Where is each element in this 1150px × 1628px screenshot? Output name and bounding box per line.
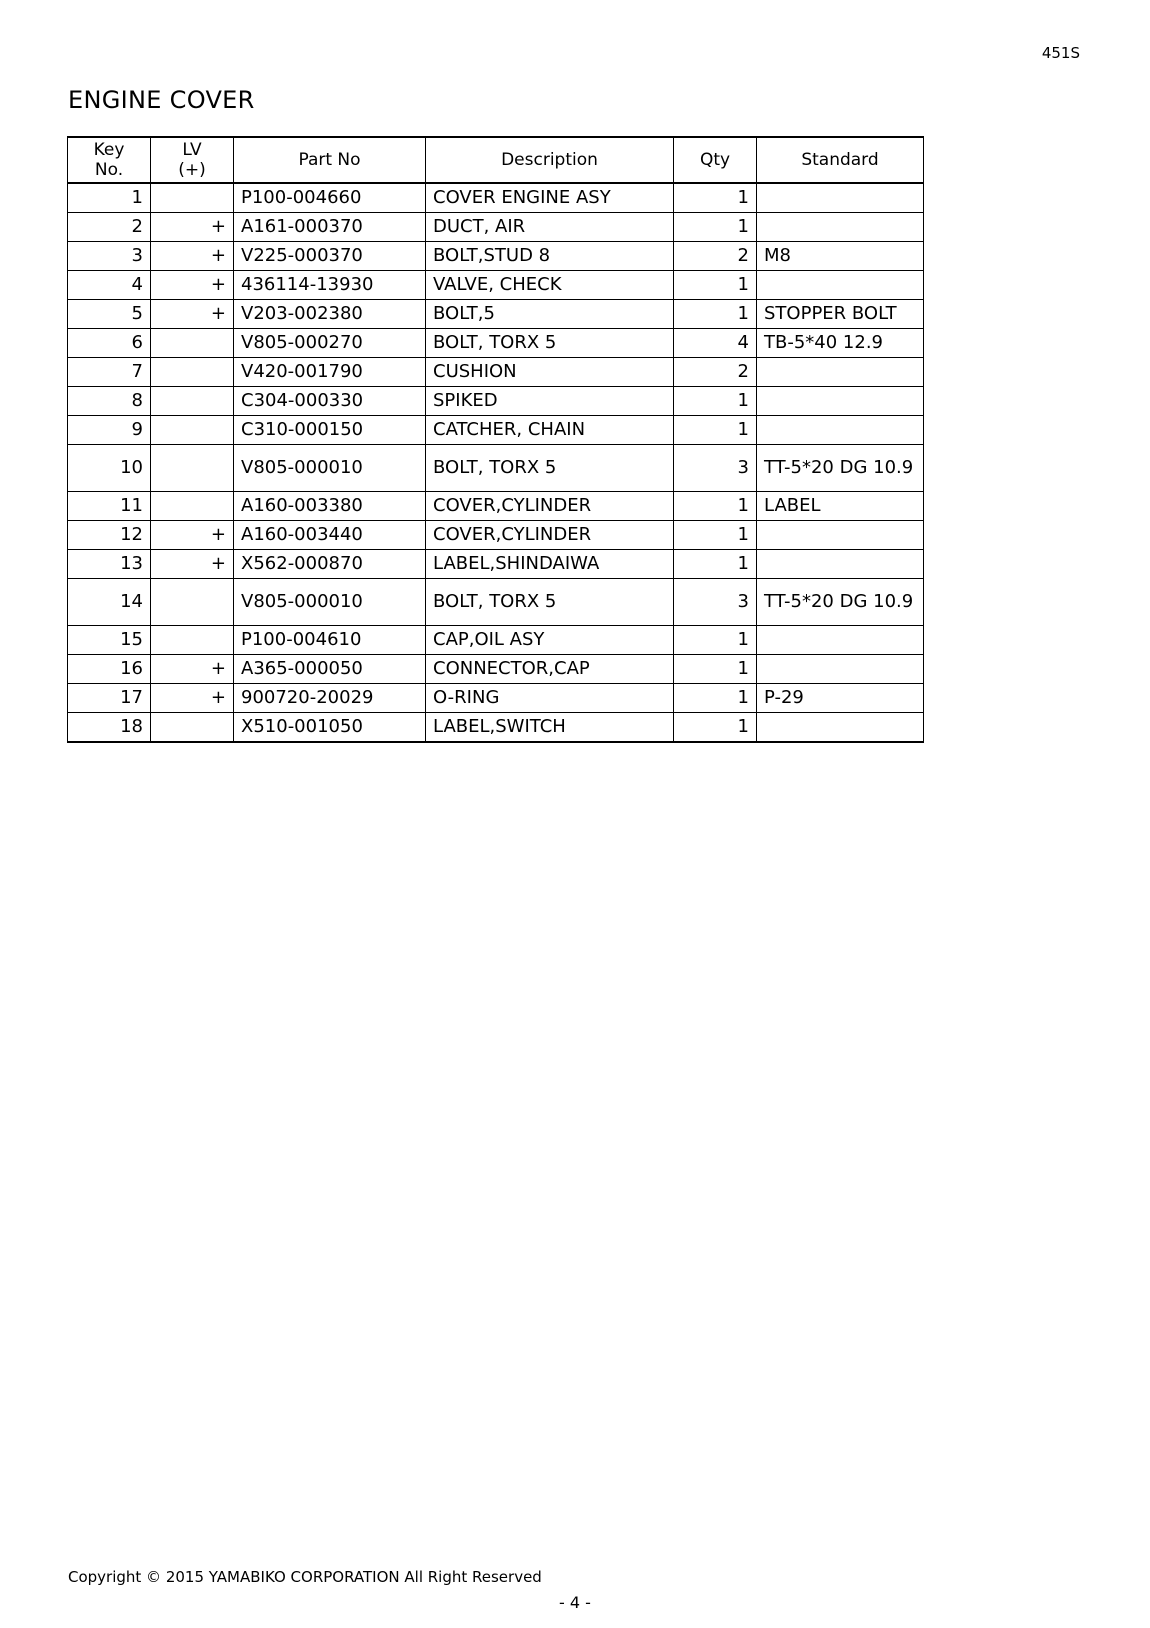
header-key-no [68, 137, 151, 183]
table-row [68, 684, 924, 713]
cell-description: CAP,OIL ASY [426, 626, 674, 655]
header-lv [151, 137, 234, 183]
cell-lv [151, 358, 234, 387]
cell-description: VALVE, CHECK [426, 271, 674, 300]
cell-qty: 1 [674, 183, 757, 213]
cell-lv: + [151, 300, 234, 329]
cell-part-no: P100-004660 [234, 183, 426, 213]
cell-qty: 1 [674, 271, 757, 300]
cell-lv: + [151, 242, 234, 271]
cell-key-no: 1 [68, 183, 151, 213]
cell-key-no: 11 [68, 492, 151, 521]
cell-part-no: V805-000010 [234, 445, 426, 492]
cell-description: LABEL,SHINDAIWA [426, 550, 674, 579]
cell-description: CONNECTOR,CAP [426, 655, 674, 684]
cell-part-no: X510-001050 [234, 713, 426, 743]
header-standard: Standard [757, 137, 924, 183]
cell-key-no: 9 [68, 416, 151, 445]
cell-key-no: 10 [68, 445, 151, 492]
cell-lv: + [151, 684, 234, 713]
table-row [68, 329, 924, 358]
cell-standard: TT-5*20 DG 10.9 [757, 445, 924, 492]
cell-standard: STOPPER BOLT [757, 300, 924, 329]
cell-description: BOLT, TORX 5 [426, 579, 674, 626]
model-code: 451S [1041, 44, 1080, 62]
cell-part-no: V225-000370 [234, 242, 426, 271]
header-part-no: Part No [234, 137, 426, 183]
table-row [68, 183, 924, 213]
cell-part-no: 900720-20029 [234, 684, 426, 713]
cell-part-no: V420-001790 [234, 358, 426, 387]
table-row [68, 550, 924, 579]
cell-qty: 1 [674, 387, 757, 416]
table-row [68, 579, 924, 626]
cell-qty: 2 [674, 242, 757, 271]
table-row [68, 213, 924, 242]
cell-lv [151, 626, 234, 655]
cell-description: BOLT, TORX 5 [426, 329, 674, 358]
cell-lv: + [151, 521, 234, 550]
cell-qty: 1 [674, 521, 757, 550]
cell-part-no: A160-003380 [234, 492, 426, 521]
cell-lv: + [151, 550, 234, 579]
cell-key-no: 16 [68, 655, 151, 684]
cell-part-no: A161-000370 [234, 213, 426, 242]
cell-part-no: X562-000870 [234, 550, 426, 579]
cell-standard [757, 213, 924, 242]
cell-description: LABEL,SWITCH [426, 713, 674, 743]
table-row [68, 300, 924, 329]
parts-table [67, 136, 924, 743]
cell-standard [757, 183, 924, 213]
cell-key-no: 14 [68, 579, 151, 626]
table-row [68, 358, 924, 387]
parts-table-header [68, 137, 924, 183]
table-row [68, 521, 924, 550]
cell-part-no: 436114-13930 [234, 271, 426, 300]
table-row [68, 713, 924, 743]
cell-key-no: 6 [68, 329, 151, 358]
cell-qty: 3 [674, 579, 757, 626]
cell-standard [757, 655, 924, 684]
cell-lv [151, 445, 234, 492]
cell-part-no: V805-000010 [234, 579, 426, 626]
cell-description: DUCT, AIR [426, 213, 674, 242]
cell-part-no: C310-000150 [234, 416, 426, 445]
cell-qty: 1 [674, 684, 757, 713]
header-lv-line2: (+) [178, 160, 206, 180]
cell-standard [757, 550, 924, 579]
header-key-line2: No. [94, 160, 124, 180]
cell-description: BOLT,5 [426, 300, 674, 329]
header-qty: Qty [674, 137, 757, 183]
cell-key-no: 2 [68, 213, 151, 242]
table-row [68, 387, 924, 416]
cell-key-no: 15 [68, 626, 151, 655]
table-row [68, 242, 924, 271]
cell-qty: 1 [674, 550, 757, 579]
header-key-line1: Key [93, 140, 125, 160]
table-row [68, 655, 924, 684]
cell-part-no: A160-003440 [234, 521, 426, 550]
cell-qty: 1 [674, 626, 757, 655]
cell-qty: 1 [674, 300, 757, 329]
cell-lv [151, 183, 234, 213]
header-description: Description [426, 137, 674, 183]
cell-key-no: 8 [68, 387, 151, 416]
cell-description: COVER,CYLINDER [426, 521, 674, 550]
cell-standard: P-29 [757, 684, 924, 713]
cell-key-no: 3 [68, 242, 151, 271]
cell-standard [757, 387, 924, 416]
cell-description: COVER,CYLINDER [426, 492, 674, 521]
table-row [68, 445, 924, 492]
cell-standard: TT-5*20 DG 10.9 [757, 579, 924, 626]
table-row [68, 626, 924, 655]
cell-part-no: A365-000050 [234, 655, 426, 684]
cell-part-no: C304-000330 [234, 387, 426, 416]
cell-standard: LABEL [757, 492, 924, 521]
cell-key-no: 7 [68, 358, 151, 387]
cell-standard [757, 626, 924, 655]
cell-standard: TB-5*40 12.9 [757, 329, 924, 358]
cell-part-no: V203-002380 [234, 300, 426, 329]
cell-lv: + [151, 213, 234, 242]
cell-description: BOLT,STUD 8 [426, 242, 674, 271]
cell-qty: 1 [674, 713, 757, 743]
cell-description: CUSHION [426, 358, 674, 387]
cell-lv [151, 387, 234, 416]
cell-standard [757, 271, 924, 300]
parts-table-body [68, 183, 924, 742]
cell-key-no: 18 [68, 713, 151, 743]
cell-description: O-RING [426, 684, 674, 713]
cell-description: SPIKED [426, 387, 674, 416]
cell-qty: 4 [674, 329, 757, 358]
table-row [68, 416, 924, 445]
cell-qty: 1 [674, 416, 757, 445]
cell-lv [151, 579, 234, 626]
cell-qty: 1 [674, 213, 757, 242]
cell-standard: M8 [757, 242, 924, 271]
cell-key-no: 4 [68, 271, 151, 300]
cell-lv: + [151, 655, 234, 684]
table-row [68, 271, 924, 300]
cell-lv: + [151, 271, 234, 300]
cell-part-no: P100-004610 [234, 626, 426, 655]
copyright-notice: Copyright © 2015 YAMABIKO CORPORATION All Right Reserved [68, 1568, 542, 1586]
cell-description: CATCHER, CHAIN [426, 416, 674, 445]
cell-key-no: 13 [68, 550, 151, 579]
cell-standard [757, 358, 924, 387]
page-title: ENGINE COVER [68, 86, 255, 114]
cell-lv [151, 416, 234, 445]
cell-key-no: 12 [68, 521, 151, 550]
cell-qty: 1 [674, 655, 757, 684]
cell-standard [757, 521, 924, 550]
page-number: - 4 - [559, 1593, 591, 1612]
cell-qty: 2 [674, 358, 757, 387]
cell-lv [151, 329, 234, 358]
table-row [68, 492, 924, 521]
cell-standard [757, 713, 924, 743]
cell-qty: 1 [674, 492, 757, 521]
cell-description: BOLT, TORX 5 [426, 445, 674, 492]
cell-standard [757, 416, 924, 445]
cell-description: COVER ENGINE ASY [426, 183, 674, 213]
cell-lv [151, 713, 234, 743]
header-lv-line1: LV [182, 140, 202, 160]
cell-key-no: 17 [68, 684, 151, 713]
cell-key-no: 5 [68, 300, 151, 329]
cell-qty: 3 [674, 445, 757, 492]
cell-part-no: V805-000270 [234, 329, 426, 358]
cell-lv [151, 492, 234, 521]
